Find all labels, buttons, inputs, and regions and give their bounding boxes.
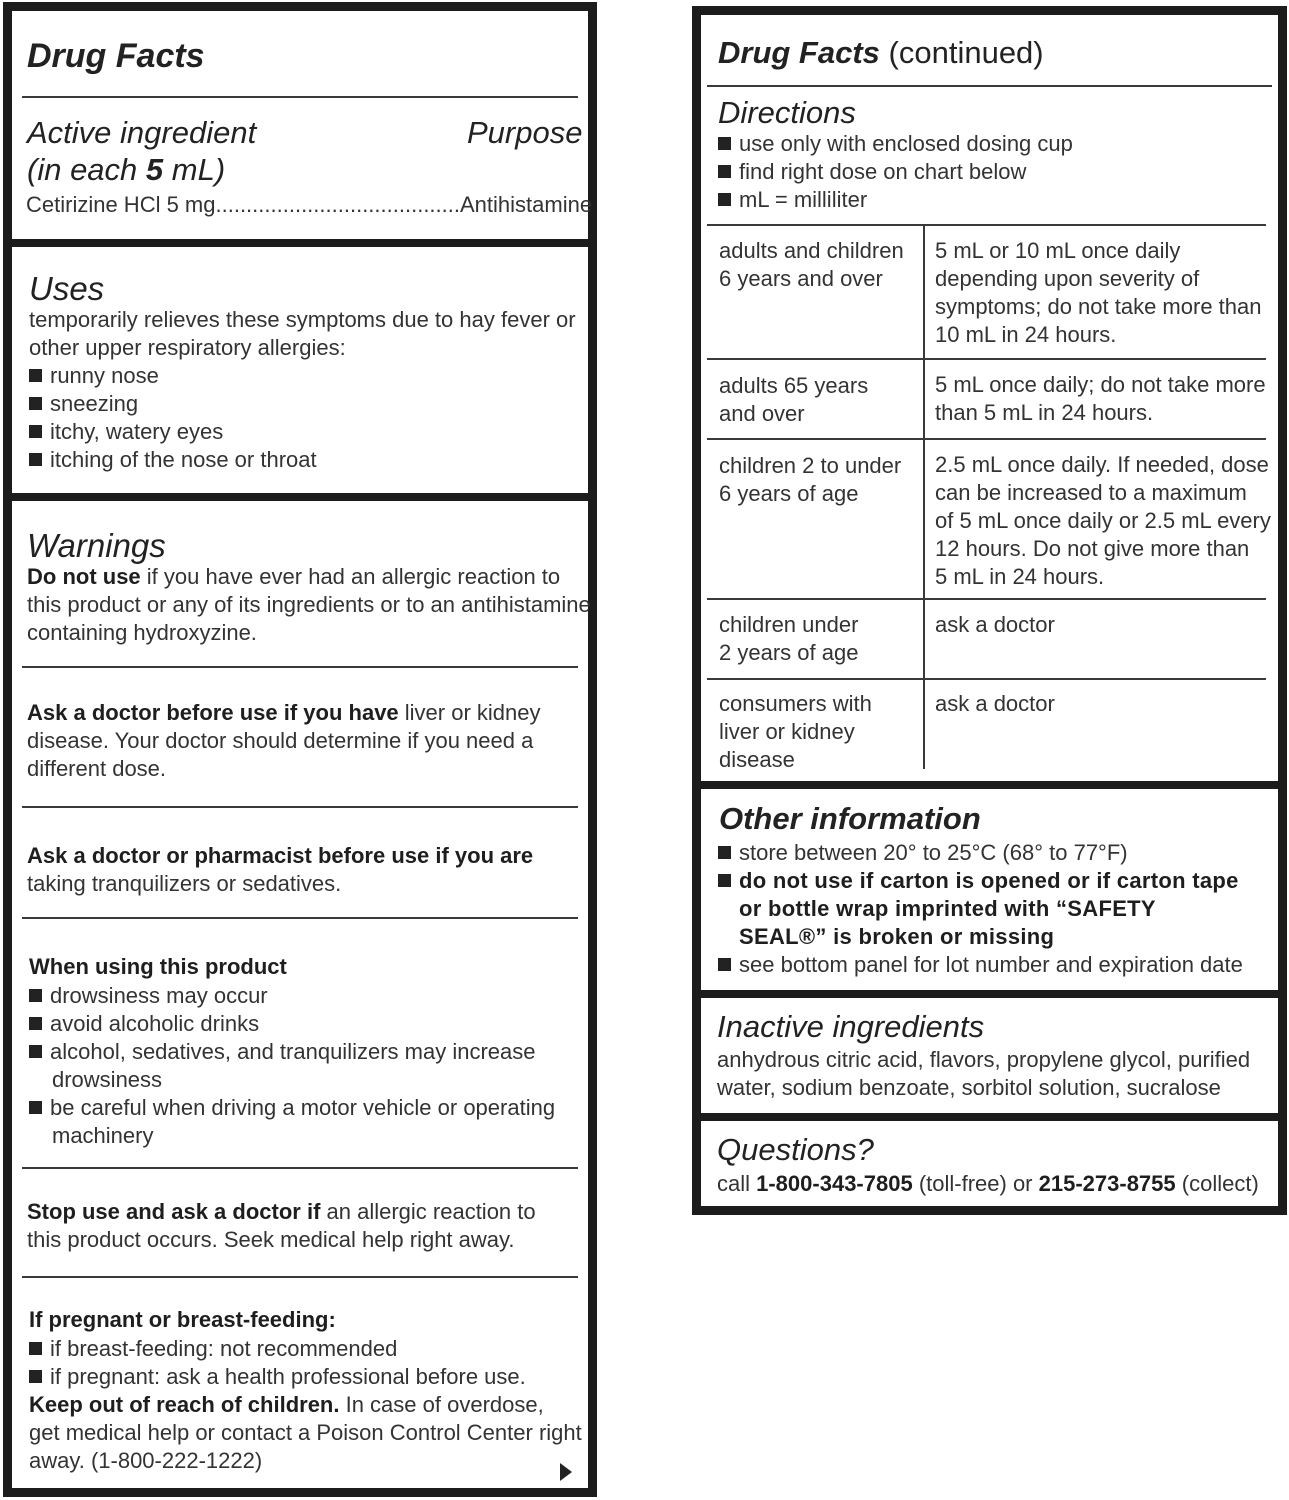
table-cell-dose: ask a doctor: [935, 612, 1055, 637]
list-item: store between 20° to 25°C (68° to 77°F): [718, 839, 1128, 867]
table-rule: [707, 224, 1266, 226]
ingredient-line: Cetirizine HCl 5 mg........................................Antihistamine: [26, 192, 593, 217]
table-cell-age: adults 65 years: [719, 373, 869, 398]
list-item: sneezing: [29, 390, 138, 418]
bullet-square-icon: [29, 1101, 42, 1114]
ask-doctor-text: different dose.: [27, 756, 167, 781]
table-cell-dose: 5 mL or 10 mL once daily: [935, 238, 1181, 263]
list-item: runny nose: [29, 362, 159, 390]
do-not-use-text: this product or any of its ingredients or to an antihistamine: [27, 592, 591, 617]
list-item: alcohol, sedatives, and tranquilizers may increase: [29, 1038, 535, 1066]
divider: [22, 917, 578, 919]
keep-out-text: get medical help or contact a Poison Control Center right: [29, 1420, 582, 1445]
drug-facts-panel-right: [692, 6, 1287, 1215]
do-not-use-text: Do not use if you have ever had an allergic reaction to: [27, 564, 561, 589]
bullet-square-icon: [718, 193, 731, 206]
table-cell-age: adults and children: [719, 238, 904, 263]
warnings-title: Warnings: [27, 527, 166, 564]
section-divider: [12, 493, 588, 501]
bullet-square-icon: [718, 846, 731, 859]
list-item: if breast-feeding: not recommended: [29, 1335, 397, 1363]
list-item: itchy, watery eyes: [29, 418, 223, 446]
list-item: itching of the nose or throat: [29, 446, 317, 474]
bullet-square-icon: [29, 1045, 42, 1058]
table-rule: [707, 678, 1266, 680]
questions-text: call 1-800-343-7805 (toll-free) or 215-273-8755 (collect): [717, 1171, 1259, 1196]
table-cell-age: consumers with: [719, 691, 872, 716]
table-cell-dose: depending upon severity of: [935, 266, 1200, 291]
continue-arrow-icon: [560, 1463, 572, 1481]
list-item: see bottom panel for lot number and expiration date: [718, 951, 1243, 979]
ask-pharmacist-text: taking tranquilizers or sedatives.: [27, 871, 342, 896]
list-item: avoid alcoholic drinks: [29, 1010, 259, 1038]
phone-collect: 215-273-8755: [1038, 1171, 1176, 1196]
when-using-title: When using this product: [29, 954, 287, 979]
active-ingredient-amount: (in each 5 mL): [27, 152, 226, 187]
table-cell-age: disease: [719, 747, 795, 772]
table-cell-dose: 5 mL in 24 hours.: [935, 564, 1105, 589]
section-divider: [701, 1113, 1278, 1121]
table-cell-dose: 5 mL once daily; do not take more: [935, 372, 1266, 397]
table-cell-age: 2 years of age: [719, 640, 859, 665]
bullet-square-icon: [29, 425, 42, 438]
divider: [22, 666, 578, 668]
table-cell-dose: 2.5 mL once daily. If needed, dose: [935, 452, 1269, 477]
pregnant-title: If pregnant or breast-feeding:: [29, 1307, 336, 1332]
list-item: mL = milliliter: [718, 186, 867, 214]
bullet-square-icon: [718, 958, 731, 971]
table-rule: [707, 598, 1266, 600]
questions-title: Questions?: [717, 1132, 874, 1167]
list-item-continued: SEAL®” is broken or missing: [739, 924, 1055, 949]
ask-doctor-text: Ask a doctor before use if you have liver or kidney: [27, 700, 541, 725]
inactive-ingredients-text: water, sodium benzoate, sorbitol solution, sucralose: [717, 1075, 1221, 1100]
drug-facts-continued-title: Drug Facts (continued): [718, 35, 1044, 70]
list-item-continued: drowsiness: [52, 1067, 163, 1092]
section-divider: [12, 239, 588, 247]
bullet-square-icon: [718, 165, 731, 178]
bullet-square-icon: [29, 1342, 42, 1355]
table-cell-age: and over: [719, 401, 805, 426]
section-divider: [701, 990, 1278, 998]
inactive-ingredients-text: anhydrous citric acid, flavors, propylene glycol, purified: [717, 1047, 1251, 1072]
table-cell-age: children under: [719, 612, 859, 637]
keep-out-text: Keep out of reach of children. In case of overdose,: [29, 1392, 544, 1417]
do-not-use-text: containing hydroxyzine.: [27, 620, 257, 645]
table-cell-age: liver or kidney: [719, 719, 855, 744]
divider: [22, 96, 578, 98]
table-cell-age: 6 years of age: [719, 481, 859, 506]
list-item-continued: or bottle wrap imprinted with “SAFETY: [739, 896, 1156, 921]
table-cell-dose: 12 hours. Do not give more than: [935, 536, 1250, 561]
bullet-square-icon: [29, 1017, 42, 1030]
uses-intro: other upper respiratory allergies:: [29, 335, 346, 360]
table-rule: [707, 438, 1266, 440]
bullet-square-icon: [29, 369, 42, 382]
list-item: do not use if carton is opened or if carton tape: [718, 867, 1239, 895]
bullet-square-icon: [718, 137, 731, 150]
section-divider: [701, 781, 1278, 789]
bullet-square-icon: [29, 1370, 42, 1383]
drug-facts-panel-left: [3, 2, 597, 1497]
ask-pharmacist-text: Ask a doctor or pharmacist before use if you are: [27, 843, 534, 868]
directions-title: Directions: [718, 95, 856, 130]
list-item: find right dose on chart below: [718, 158, 1026, 186]
table-cell-dose: can be increased to a maximum: [935, 480, 1247, 505]
drug-facts-title: Drug Facts: [27, 37, 205, 75]
uses-intro: temporarily relieves these symptoms due to hay fever or: [29, 307, 576, 332]
divider: [22, 1167, 578, 1169]
list-item: be careful when driving a motor vehicle or operating: [29, 1094, 555, 1122]
table-cell-age: children 2 to under: [719, 453, 902, 478]
table-cell-dose: ask a doctor: [935, 691, 1055, 716]
bullet-square-icon: [718, 874, 731, 887]
phone-tollfree: 1-800-343-7805: [756, 1171, 913, 1196]
uses-title: Uses: [29, 270, 105, 307]
bullet-square-icon: [29, 989, 42, 1002]
list-item: drowsiness may occur: [29, 982, 268, 1010]
inactive-ingredients-title: Inactive ingredients: [717, 1009, 985, 1044]
list-item: if pregnant: ask a health professional before use.: [29, 1363, 526, 1391]
other-information-title: Other information: [719, 801, 981, 836]
stop-use-text: Stop use and ask a doctor if an allergic reaction to: [27, 1199, 536, 1224]
table-cell-age: 6 years and over: [719, 266, 883, 291]
table-cell-dose: 10 mL in 24 hours.: [935, 322, 1117, 347]
table-column-divider: [923, 224, 925, 769]
table-cell-dose: of 5 mL once daily or 2.5 mL every: [935, 508, 1271, 533]
purpose-heading: Purpose: [467, 115, 583, 150]
list-item-continued: machinery: [52, 1123, 154, 1148]
table-cell-dose: than 5 mL in 24 hours.: [935, 400, 1154, 425]
stop-use-text: this product occurs. Seek medical help right away.: [27, 1227, 515, 1252]
ask-doctor-text: disease. Your doctor should determine if you need a: [27, 728, 534, 753]
divider: [22, 806, 578, 808]
table-rule: [707, 358, 1266, 360]
divider: [707, 85, 1272, 87]
keep-out-text: away. (1-800-222-1222): [29, 1448, 263, 1473]
list-item: use only with enclosed dosing cup: [718, 130, 1073, 158]
table-cell-dose: symptoms; do not take more than: [935, 294, 1262, 319]
active-ingredient-heading: Active ingredient: [27, 115, 257, 150]
divider: [22, 1276, 578, 1278]
bullet-square-icon: [29, 453, 42, 466]
bullet-square-icon: [29, 397, 42, 410]
